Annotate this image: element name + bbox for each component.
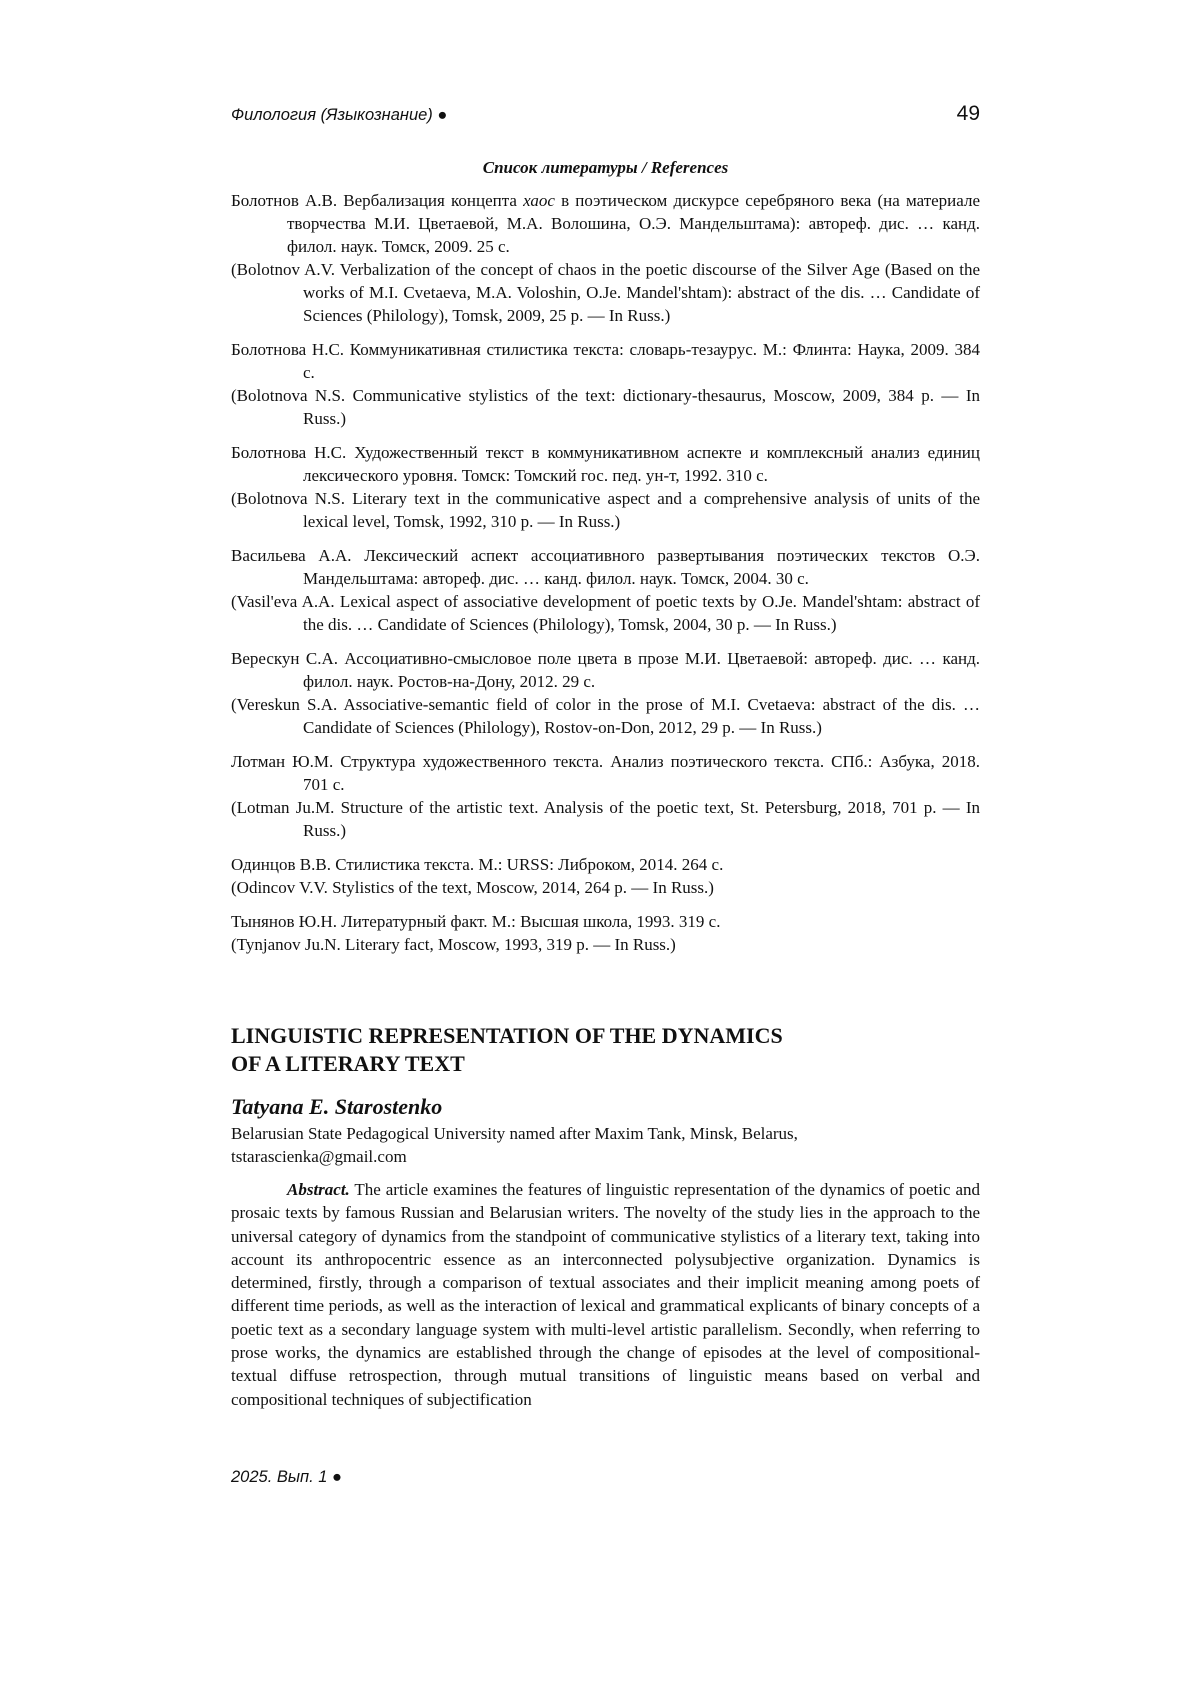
reference-entry: [231, 189, 980, 327]
author-email: tstarascienka@gmail.com: [231, 1147, 407, 1166]
reference-en: (Vasil'eva A.A. Lexical aspect of associative development of poetic texts by O.Je. Mandel'shtam: abstract of the dis. … Candidate of Sciences (Philology), Tomsk, 2004, 30 p. — In Russ.): [231, 592, 980, 634]
reference-ru: Тынянов Ю.Н. Литературный факт. М.: Высшая школа, 1993. 319 с.: [231, 912, 721, 931]
references-heading: Список литературы / References: [482, 158, 729, 177]
reference-en: (Vereskun S.A. Associative-semantic field of color in the prose of M.I. Cvetaeva: abstract of the dis. … Candidate of Sciences (Philology), Rostov-on-Don, 2012, 29 p. — In Russ.): [231, 695, 980, 737]
affiliation-text: Belarusian State Pedagogical University named after Maxim Tank, Minsk, Belarus,: [231, 1124, 798, 1143]
reference-ru: Одинцов В.В. Стилистика текста. М.: URSS: Либроком, 2014. 264 с.: [231, 855, 724, 874]
abstract-text: The article examines the features of linguistic representation of the dynamics of poetic and prosaic texts by famous Russian and Belarusian writers. The novelty of the study lies in the approach to the universal category of dynamics from the standpoint of communicative stylistics of a literary text, taking into account its anthropocentric essence as an interconnected polysubjective organization. Dynamics is determined, firstly, through a comparison of textual associates and their implicit meaning among poets of different time periods, as well as the interaction of lexical and grammatical explicants of binary concepts of a poetic text as a secondary language system with multi-level artistic parallelism. Secondly, when referring to prose works, the dynamics are established through the change of episodes at the level of compositional-textual diffuse retrospection, through mutual transitions of linguistic means based on verbal and compositional techniques of subjectification: [231, 1180, 980, 1409]
abstract: [231, 1178, 980, 1411]
reference-ru: [231, 189, 980, 258]
running-header: [231, 102, 980, 132]
reference-ru: Болотнова Н.С. Коммуникативная стилистика текста: словарь-тезаурус. М.: Флинта: Наука, 2009. 384 с.: [231, 340, 980, 382]
page-number: 49: [956, 102, 980, 125]
reference-entry: [231, 441, 980, 533]
reference-ru-text: в поэтическом дискурсе серебряного века (на материале творчества М.И. Цветаевой, М.А. Волошина, О.Э. Мандельштама): автореф. дис. … канд. филол. наук. Томск, 2009. 25 с.: [287, 191, 980, 256]
reference-entry: [231, 910, 980, 956]
abstract-label: Abstract.: [287, 1180, 350, 1199]
references-list: [231, 189, 980, 967]
reference-ru: Васильева А.А. Лексический аспект ассоциативного развертывания поэтических текстов О.Э. Мандельштама: автореф. дис. … канд. филол. наук. Томск, 2004. 30 с.: [231, 546, 980, 588]
reference-entry: [231, 853, 980, 899]
reference-ru: Лотман Ю.М. Структура художественного текста. Анализ поэтического текста. СПб.: Азбука, 2018. 701 с.: [231, 752, 980, 794]
reference-en: (Tynjanov Ju.N. Literary fact, Moscow, 1993, 319 p. — In Russ.): [231, 935, 676, 954]
journal-section-title: Филология (Языкознание) ●: [231, 106, 448, 124]
author-name: Tatyana E. Starostenko: [231, 1094, 443, 1119]
reference-ru-text: Болотнов А.В. Вербализация концепта: [231, 191, 524, 210]
reference-ru: Болотнова Н.С. Художественный текст в коммуникативном аспекте и комплексный анализ единиц лексического уровня. Томск: Томский гос. пед. ун-т, 1992. 310 с.: [231, 443, 980, 485]
author-affiliation: [231, 1122, 980, 1168]
reference-ru: Верескун С.А. Ассоциативно-смысловое поле цвета в прозе М.И. Цветаевой: автореф. дис. … канд. филол. наук. Ростов-на-Дону, 2012. 29 с.: [231, 649, 980, 691]
reference-ru-italic: хаос: [523, 191, 555, 210]
reference-entry: [231, 647, 980, 739]
issue-footer: 2025. Вып. 1 ●: [231, 1468, 342, 1486]
reference-entry: [231, 338, 980, 430]
reference-en: (Bolotnova N.S. Communicative stylistics of the text: dictionary-thesaurus, Moscow, 2009, 384 p. — In Russ.): [231, 386, 980, 428]
article-title-line: LINGUISTIC REPRESENTATION OF THE DYNAMICS: [231, 1023, 783, 1048]
reference-en: (Bolotnov A.V. Verbalization of the concept of chaos in the poetic discourse of the Silver Age (Based on the works of M.I. Cvetaeva, M.A. Voloshin, O.Je. Mandel'shtam): abstract of the dis. … Candidate of Sciences (Philology), Tomsk, 2009, 25 p. — In Russ.): [231, 260, 980, 325]
reference-entry: [231, 750, 980, 842]
reference-en: (Odincov V.V. Stylistics of the text, Moscow, 2014, 264 p. — In Russ.): [231, 878, 714, 897]
reference-entry: [231, 544, 980, 636]
article-title-line: OF A LITERARY TEXT: [231, 1051, 465, 1076]
article-title: [231, 1022, 980, 1078]
reference-en: (Lotman Ju.M. Structure of the artistic text. Analysis of the poetic text, St. Petersburg, 2018, 701 p. — In Russ.): [231, 798, 980, 840]
reference-en: (Bolotnova N.S. Literary text in the communicative aspect and a comprehensive analysis of units of the lexical level, Tomsk, 1992, 310 p. — In Russ.): [231, 489, 980, 531]
